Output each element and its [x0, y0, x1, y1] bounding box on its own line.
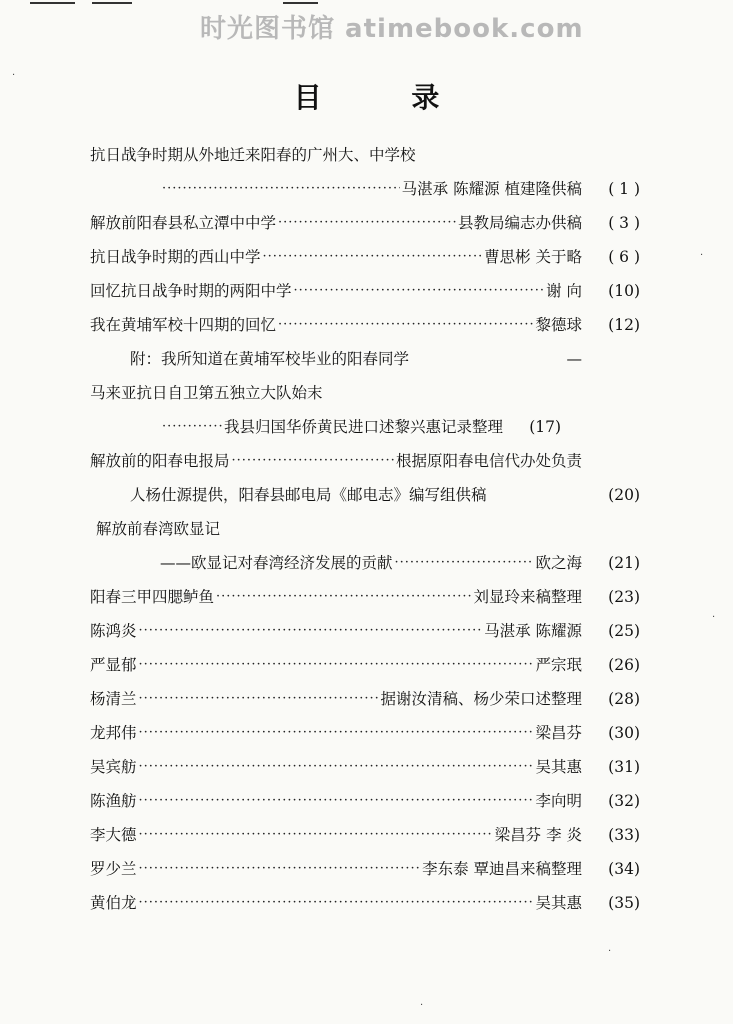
entry-page: (32): [608, 792, 640, 810]
toc-entry: [90, 512, 640, 546]
dot-leader: [139, 750, 534, 784]
dot-leader: [139, 648, 534, 682]
toc-entry: [90, 206, 640, 240]
entry-author: 吴其惠: [535, 758, 582, 776]
dot-leader: [139, 784, 534, 818]
toc-entry: [90, 818, 640, 852]
dot-leader: [139, 852, 421, 886]
entry-author: 梁昌芬 李 炎: [494, 826, 582, 844]
toc-entry: [90, 886, 640, 920]
dot-leader: [139, 614, 483, 648]
entry-page: (25): [608, 622, 640, 640]
entry-author: 刘显玲来稿整理: [473, 588, 582, 606]
entry-page: (23): [608, 588, 640, 606]
entry-title: 严显郁: [90, 656, 137, 674]
toc-entry: [90, 342, 640, 376]
toc-entry: [90, 478, 640, 512]
entry-page: ( 3 ): [608, 214, 640, 232]
table-of-contents: [90, 138, 640, 920]
entry-title: 陈渔舫: [90, 792, 137, 810]
toc-entry: [90, 682, 640, 716]
entry-title: 抗日战争时期的西山中学: [90, 248, 261, 266]
scan-speck: ·: [712, 612, 716, 623]
entry-author: 谢 向: [546, 282, 582, 300]
entry-page: (21): [608, 554, 640, 572]
scan-speck: ·: [608, 946, 612, 957]
entry-author: 我县归国华侨黄民进口述黎兴惠记录整理: [224, 418, 504, 436]
entry-title: 黄伯龙: [90, 894, 137, 912]
entry-title: 回忆抗日战争时期的两阳中学: [90, 282, 292, 300]
entry-page: (12): [608, 316, 640, 334]
entry-title: 龙邦伟: [90, 724, 137, 742]
toc-entry: [90, 138, 640, 172]
toc-entry: [90, 240, 640, 274]
entry-title: 马来亚抗日自卫第五独立大队始末: [90, 384, 323, 402]
entry-author: 欧之海: [535, 554, 582, 572]
entry-page: ( 6 ): [608, 248, 640, 266]
toc-entry: [90, 274, 640, 308]
entry-author: 马湛承 陈耀源: [484, 622, 582, 640]
dot-leader: [263, 240, 483, 274]
entry-page: (28): [608, 690, 640, 708]
toc-entry: [90, 852, 640, 886]
dot-leader: [139, 818, 493, 852]
dot-leader: [162, 172, 400, 206]
scan-top-rule: [92, 2, 132, 4]
entry-title: 附：我所知道在黄埔军校毕业的阳春同学: [130, 350, 410, 368]
dot-leader: [294, 274, 545, 308]
entry-author: —: [566, 350, 582, 368]
scan-top-rule: [30, 2, 75, 4]
entry-title: ——欧显记对春湾经济发展的贡献: [160, 554, 393, 572]
entry-page: (34): [608, 860, 640, 878]
entry-title: 阳春三甲四腮鲈鱼: [90, 588, 215, 606]
toc-entry: [90, 410, 640, 444]
entry-title: 李大德: [90, 826, 137, 844]
entry-title: 我在黄埔军校十四期的回忆: [90, 316, 277, 334]
entry-author: 根据原阳春电信代办处负责: [395, 452, 582, 470]
toc-entry: [90, 308, 640, 342]
toc-entry: [90, 580, 640, 614]
toc-entry: [90, 376, 640, 410]
entry-title: 杨清兰: [90, 690, 137, 708]
dot-leader: [139, 682, 379, 716]
dot-leader: [139, 716, 534, 750]
toc-entry: [90, 784, 640, 818]
entry-page: (17): [529, 418, 562, 436]
entry-page: (20): [608, 486, 640, 504]
entry-author: 曹思彬 关于略: [484, 248, 582, 266]
entry-page: (33): [608, 826, 640, 844]
scan-speck: ·: [420, 1000, 424, 1011]
entry-page: (10): [608, 282, 640, 300]
toc-entry: [90, 546, 640, 580]
dot-leader: [162, 410, 222, 444]
dot-leader: [278, 308, 533, 342]
entry-title: 抗日战争时期从外地迁来阳春的广州大、中学校: [90, 146, 416, 164]
entry-page: (30): [608, 724, 640, 742]
entry-author: 李东泰 覃迪昌来稿整理: [422, 860, 582, 878]
entry-title: 陈鸿炎: [90, 622, 137, 640]
entry-page: (26): [608, 656, 640, 674]
dot-leader: [278, 206, 456, 240]
dot-leader: [216, 580, 471, 614]
entry-author: 马湛承 陈耀源 植建隆供稿: [401, 180, 582, 198]
scan-speck: ·: [12, 70, 16, 81]
toc-entry: [90, 648, 640, 682]
entry-page: ( 1 ): [608, 180, 640, 198]
entry-author: 黎德球: [535, 316, 582, 334]
toc-entry: [90, 444, 640, 478]
toc-entry: [90, 750, 640, 784]
scan-speck: ·: [700, 250, 704, 261]
entry-author: 吴其惠: [535, 894, 582, 912]
entry-title: 罗少兰: [90, 860, 137, 878]
entry-author: 李向明: [535, 792, 582, 810]
entry-title: 解放前春湾欧显记: [96, 520, 221, 538]
dot-leader: [395, 546, 534, 580]
entry-title: 解放前的阳春电报局: [90, 452, 230, 470]
toc-entry: [90, 172, 640, 206]
entry-page: (31): [608, 758, 640, 776]
toc-entry: [90, 716, 640, 750]
watermark: 时光图书馆 atimebook.com: [200, 14, 584, 44]
entry-author: 县教局编志办供稿: [457, 214, 582, 232]
entry-page: (35): [608, 894, 640, 912]
entry-author: 严宗珉: [535, 656, 582, 674]
entry-author: 据谢汝清稿、杨少荣口述整理: [380, 690, 582, 708]
scan-top-rule: [283, 2, 318, 4]
dot-leader: [139, 886, 534, 920]
entry-title: 解放前阳春县私立潭中中学: [90, 214, 277, 232]
dot-leader: [232, 444, 394, 478]
entry-title: 吴宾舫: [90, 758, 137, 776]
entry-author: 梁昌芬: [535, 724, 582, 742]
entry-title: 人杨仕源提供，阳春县邮电局《邮电志》编写组供稿: [130, 486, 487, 504]
toc-entry: [90, 614, 640, 648]
page-title: 目 录: [293, 81, 480, 114]
